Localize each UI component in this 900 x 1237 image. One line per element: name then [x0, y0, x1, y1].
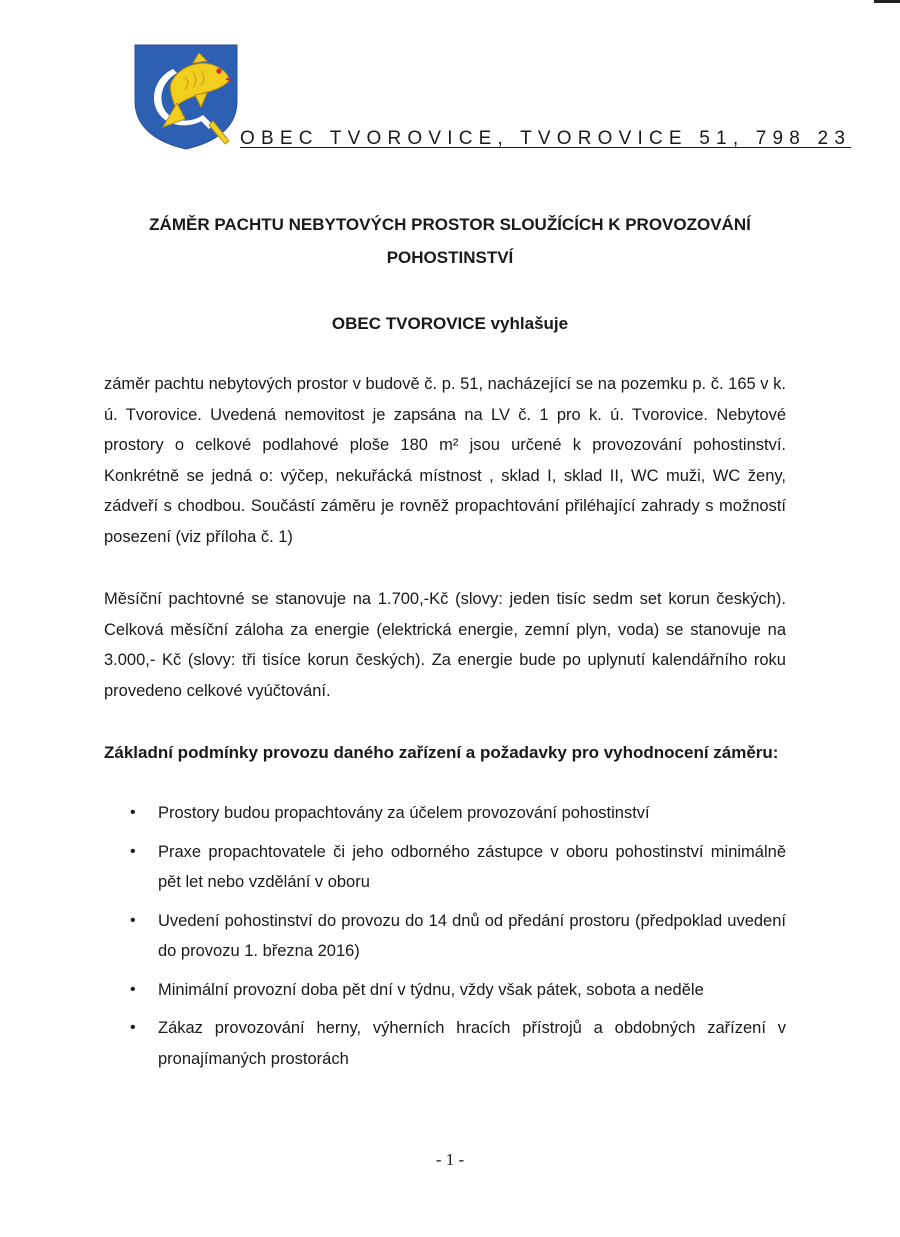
- condition-item: [104, 906, 786, 967]
- conditions-heading: Základní podmínky provozu daného zařízení a požadavky pro vyhodnocení záměru:: [104, 743, 779, 762]
- condition-item: [104, 1013, 786, 1074]
- bullet-icon: •: [130, 1019, 136, 1036]
- conditions-list: [104, 798, 786, 1082]
- condition-text: Prostory budou propachtovány za účelem provozování pohostinství: [158, 804, 650, 822]
- announcement-line: OBEC TVOROVICE vyhlašuje: [331, 314, 569, 333]
- rent-paragraph: Měsíční pachtovné se stanovuje na 1.700,-Kč (slovy: jeden tisíc sedm set korun českých). Celková měsíční záloha za energie (elektrická energie, zemní plyn, voda) se stanovuje na 3.000,- Kč (slovy: tři tisíce korun českých). Za energie bude po uplynutí kalendářního roku provedeno celkové vyúčtování.: [104, 590, 786, 700]
- condition-text: Praxe propachtovatele či jeho odborného zástupce v oboru pohostinství minimálně pět let nebo vzdělání v oboru: [158, 842, 786, 891]
- bullet-icon: •: [130, 980, 136, 998]
- scan-corner-mark: [874, 0, 900, 3]
- condition-text: Uvedení pohostinství do provozu do 14 dnů od předání prostoru (předpoklad uvedení do provozu 1. března 2016): [158, 911, 786, 960]
- condition-text: Zákaz provozování herny, výherních hracích přístrojů a obdobných zařízení v pronajímaných prostorách: [158, 1019, 786, 1068]
- bullet-icon: •: [130, 842, 136, 860]
- intro-paragraph: záměr pachtu nebytových prostor v budově č. p. 51, nacházející se na pozemku p. č. 165 v k. ú. Tvorovice. Uvedená nemovitost je zapsána na LV č. 1 pro k. ú. Tvorovice. Nebytové prostory o celkové podlahové ploše 180 m² jsou určené k provozování pohostinství. Konkrétně se jedná o: výčep, nekuřácká místnost , sklad I, sklad II, WC muži, WC ženy, zádveří s chodbou. Součástí záměru je rovněž propachtování přiléhající zahrady s možností posezení (viz příloha č. 1): [104, 375, 786, 546]
- municipal-crest-fish-icon: [133, 43, 239, 151]
- condition-text: Minimální provozní doba pět dní v týdnu, vždy však pátek, sobota a neděle: [158, 980, 704, 999]
- page-number: - 1 -: [435, 1150, 465, 1169]
- document-title: ZÁMĚR PACHTU NEBYTOVÝCH PROSTOR SLOUŽÍCÍCH K PROVOZOVÁNÍ POHOSTINSTVÍ: [149, 215, 751, 267]
- letterhead-address: OBEC TVOROVICE, TVOROVICE 51, 798 23: [240, 128, 852, 149]
- condition-item: [104, 798, 786, 829]
- condition-item: [104, 837, 786, 898]
- bullet-icon: •: [130, 804, 136, 821]
- bullet-icon: •: [130, 911, 136, 929]
- condition-item: [104, 975, 786, 1006]
